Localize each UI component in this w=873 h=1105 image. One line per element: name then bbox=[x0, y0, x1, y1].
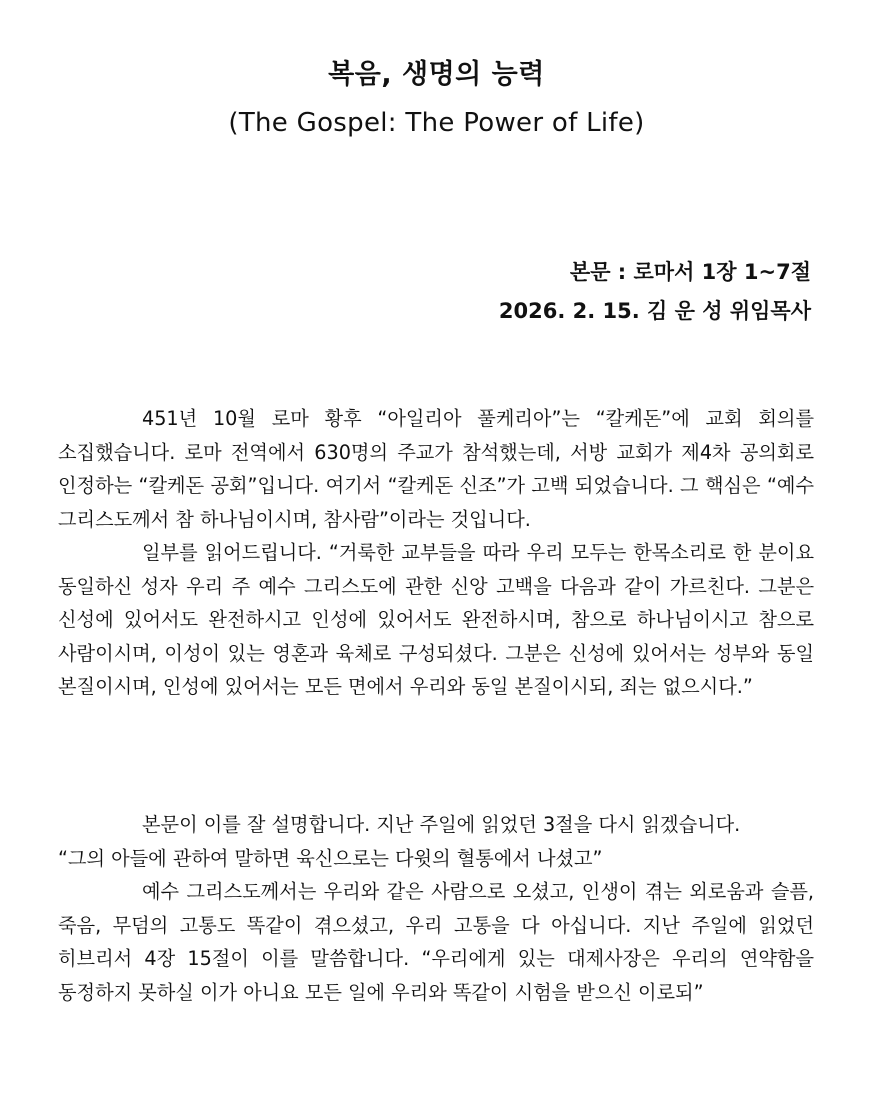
scripture-reference: 본문 : 로마서 1장 1~7절 bbox=[569, 260, 811, 284]
sermon-title: 복음, 생명의 능력 bbox=[328, 59, 545, 90]
body-section-1 bbox=[58, 402, 814, 704]
date-and-pastor: 2026. 2. 15. 김 운 성 위임목사 bbox=[498, 299, 811, 323]
body-section-2 bbox=[58, 808, 814, 1009]
paragraph-chalcedon-council: 451년 10월 로마 황후 “아일리아 풀케리아”는 “칼케돈”에 교회 회의를 소집했습니다. 로마 전역에서 630명의 주교가 참석했는데, 서방 교회가 제4차 공의회로 인정하는 “칼케돈 공회”입니다. 여기서 “칼케돈 신조”가 고백 되었습니다. 그 핵심은 “예수 그리스도께서 참 하나님이시며, 참사람”이라는 것입니다. bbox=[58, 407, 814, 531]
paragraph-chalcedon-creed: 일부를 읽어드립니다. “거룩한 교부들을 따라 우리 모두는 한목소리로 한 분이요 동일하신 성자 우리 주 예수 그리스도에 관한 신앙 고백을 다음과 같이 가르친다. 그분은 신성에 있어서도 완전하시고 인성에 있어서도 완전하시며, 참으로 하나님이시고 참으로 사람이시며, 이성이 있는 영혼과 육체로 구성되셨다. 그분은 신성에 있어서는 성부와 동일 본질이시며, 인성에 있어서는 모든 면에서 우리와 동일 본질이시되, 죄는 없으시다.” bbox=[58, 541, 814, 698]
paragraph-verse-quote: “그의 아들에 관하여 말하면 육신으로는 다윗의 혈통에서 나셨고” bbox=[58, 846, 603, 870]
paragraph-text-explanation: 본문이 이를 잘 설명합니다. 지난 주일에 읽었던 3절을 다시 읽겠습니다. bbox=[142, 813, 741, 836]
paragraph-hebrews-reference: 예수 그리스도께서는 우리와 같은 사람으로 오셨고, 인생이 겪는 외로움과 슬픔, 죽음, 무덤의 고통도 똑같이 겪으셨고, 우리 고통을 다 아십니다. 지난 주일에 읽었던 히브리서 4장 15절이 이를 말씀합니다. “우리에게 있는 대제사장은 우리의 연약함을 동정하지 못하실 이가 아니요 모든 일에 우리와 똑같이 시험을 받으신 이로되” bbox=[58, 880, 814, 1004]
sermon-subtitle: (The Gospel: The Power of Life) bbox=[228, 108, 645, 138]
